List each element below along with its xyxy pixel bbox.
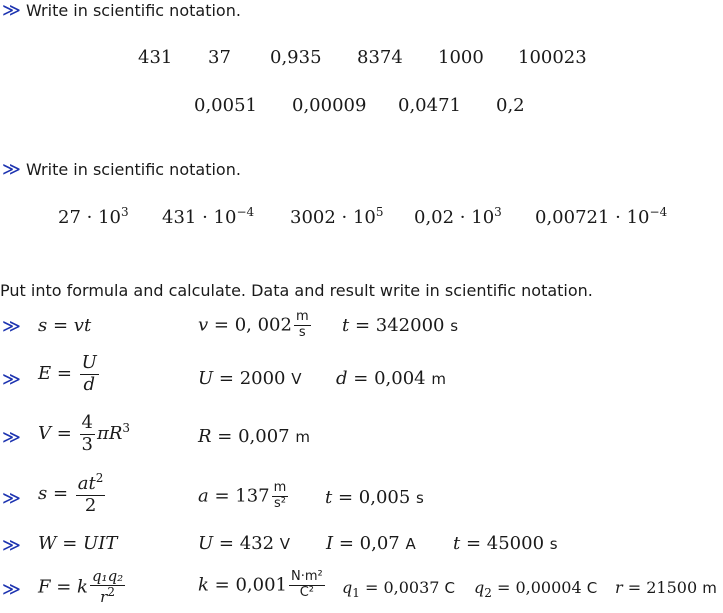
bullet-icon: ≫ [2,535,21,556]
number-item: 37 [208,47,231,68]
bullet-icon: ≫ [2,316,21,337]
bullet-icon: ≫ [2,579,21,600]
formula: E = $\frac{U}{d}$ [38,352,97,395]
data-value: U = 432 V [198,533,291,554]
data-value: $q_2 = 0,00004$ C [474,578,598,601]
formula: s = vt [38,315,92,336]
number-item: 1000 [438,47,484,68]
sci-item: $431 \cdot 10^{-4}$ [162,205,255,228]
data-value: U = 2000 V [198,368,302,389]
section2-title: Write in scientific notation. [25,160,241,179]
bullet-icon: ≫ [2,0,21,21]
data-value: t = 342000 s [342,315,459,336]
data-value: I = 0,07 A [326,533,416,554]
sci-item: $0,02 \cdot 10^3$ [414,205,502,228]
data-value: d = 0,004 m [336,368,446,389]
data-value: $q_1 = 0,0037$ C [342,578,456,601]
data-value: a = 137 $\frac{m}{\text{s²}}$ [198,480,287,511]
data-value: k = 0,001 $\frac{\text{N·m²}}{\text{C²}}$ [198,569,323,600]
number-item: 431 [138,47,173,68]
sci-item: $0,00721 \cdot 10^{-4}$ [535,205,668,228]
number-item: 0,2 [496,95,525,116]
sci-item: $27 \cdot 10^3$ [58,205,129,228]
data-value: t = 0,005 s [325,487,424,508]
sci-item: $3002 \cdot 10^5$ [290,205,384,228]
data-value: v = 0, 002 $\frac{m}{s}$ [198,309,309,340]
number-item: 0,935 [270,47,322,68]
bullet-icon: ≫ [2,369,21,390]
number-item: 0,0051 [194,95,257,116]
formula: s = $\frac{at^2}{2}$ [38,471,104,516]
section3-title: Put into formula and calculate. Data and result write in scientific notation. [0,281,593,300]
number-item: 8374 [357,47,403,68]
section1-title: Write in scientific notation. [25,1,241,20]
bullet-icon: ≫ [2,427,21,448]
data-value: R = 0,007 m [198,426,310,447]
number-item: 0,0471 [398,95,461,116]
formula: F = k $\frac{\text{q₁q₂}}{r^2}$ [38,567,124,607]
section2-header [2,159,241,180]
number-item: 0,00009 [292,95,367,116]
data-value: t = 45000 s [453,533,558,554]
formula: W = UIT [38,533,118,554]
bullet-icon: ≫ [2,488,21,509]
formula: V = $\frac{4}{3}$ $\pi R^3$ [38,412,131,455]
section1-header [2,0,241,21]
bullet-icon: ≫ [2,159,21,180]
data-value: r = 21500 m [615,578,717,597]
number-item: 100023 [518,47,587,68]
